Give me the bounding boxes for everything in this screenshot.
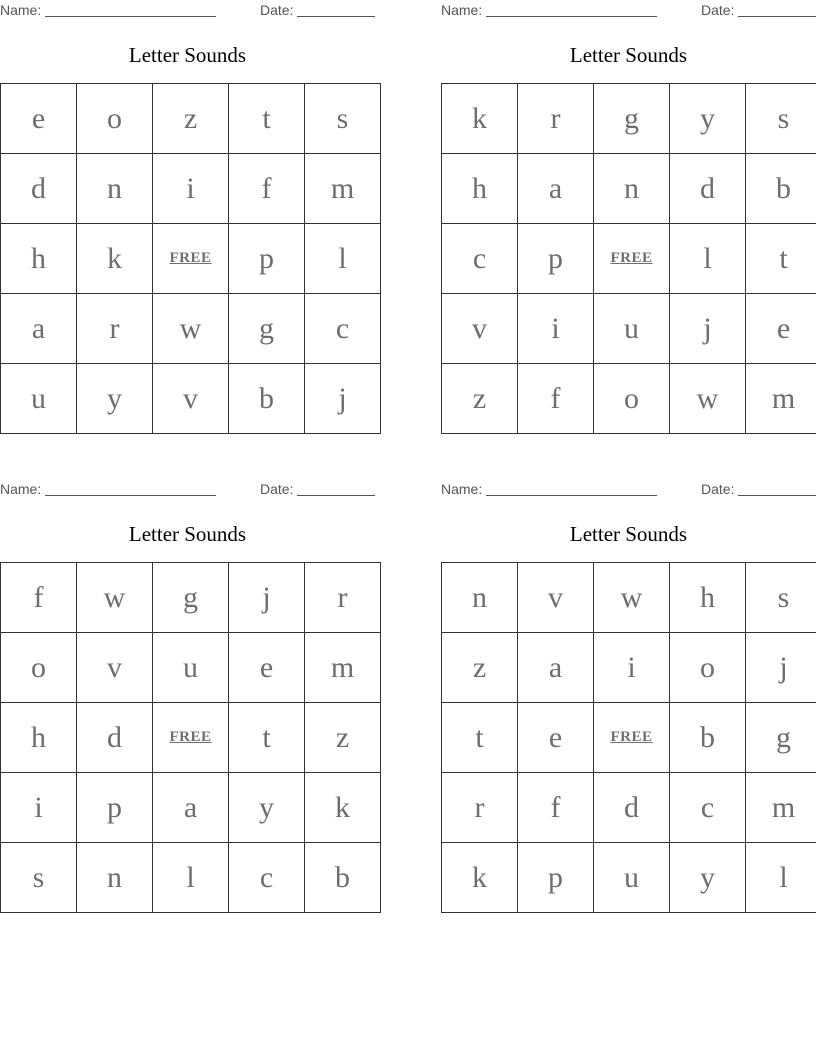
- letter-cell: r: [305, 563, 381, 633]
- letter-cell: e: [746, 294, 816, 364]
- date-blank-line: [738, 16, 816, 17]
- grid-row: [442, 84, 816, 154]
- letter-cell: d: [1, 154, 77, 224]
- letter-cell: k: [442, 84, 518, 154]
- letter-cell: f: [518, 364, 594, 434]
- letter-cell: m: [305, 633, 381, 703]
- grid-row: [442, 633, 816, 703]
- letter-cell: d: [594, 773, 670, 843]
- letter-cell: i: [518, 294, 594, 364]
- letter-cell: n: [77, 154, 153, 224]
- bingo-card: [441, 479, 816, 914]
- letter-cell: p: [77, 773, 153, 843]
- name-blank-line: [486, 495, 657, 496]
- letter-cell: s: [1, 843, 77, 913]
- letter-cell: i: [153, 154, 229, 224]
- letter-cell: n: [594, 154, 670, 224]
- letter-cell: c: [670, 773, 746, 843]
- letter-cell: a: [153, 773, 229, 843]
- letter-cell: r: [442, 773, 518, 843]
- grid-row: [1, 224, 381, 294]
- free-space-cell: FREE: [594, 703, 670, 773]
- letter-cell: p: [518, 843, 594, 913]
- letter-cell: u: [153, 633, 229, 703]
- letter-cell: j: [746, 633, 816, 703]
- grid-row: [1, 84, 381, 154]
- date-blank-line: [738, 495, 816, 496]
- letter-cell: g: [746, 703, 816, 773]
- letter-cell: f: [229, 154, 305, 224]
- grid-row: [1, 154, 381, 224]
- letter-cell: p: [229, 224, 305, 294]
- letter-cell: z: [305, 703, 381, 773]
- name-label: Name:: [0, 2, 42, 18]
- date-label: Date:: [260, 481, 294, 497]
- letter-cell: o: [77, 84, 153, 154]
- letter-cell: w: [77, 563, 153, 633]
- letter-cell: n: [442, 563, 518, 633]
- letter-cell: h: [670, 563, 746, 633]
- letter-cell: l: [153, 843, 229, 913]
- letter-cell: j: [670, 294, 746, 364]
- letter-cell: p: [518, 224, 594, 294]
- letter-cell: s: [305, 84, 381, 154]
- letter-cell: t: [229, 703, 305, 773]
- letter-cell: s: [746, 84, 816, 154]
- letter-cell: j: [305, 364, 381, 434]
- letter-cell: a: [518, 154, 594, 224]
- letter-cell: h: [442, 154, 518, 224]
- grid-row: [442, 563, 816, 633]
- grid-row: [442, 224, 816, 294]
- letter-cell: f: [1, 563, 77, 633]
- grid-row: [442, 773, 816, 843]
- letter-grid: [0, 83, 381, 434]
- letter-cell: k: [305, 773, 381, 843]
- bingo-card: [0, 479, 375, 914]
- grid-row: [442, 843, 816, 913]
- letter-cell: m: [746, 773, 816, 843]
- letter-cell: i: [594, 633, 670, 703]
- letter-cell: o: [1, 633, 77, 703]
- letter-cell: l: [670, 224, 746, 294]
- grid-row: [442, 703, 816, 773]
- free-space-cell: FREE: [594, 224, 670, 294]
- letter-cell: z: [442, 364, 518, 434]
- letter-cell: k: [442, 843, 518, 913]
- letter-cell: h: [1, 224, 77, 294]
- letter-cell: c: [229, 843, 305, 913]
- letter-cell: v: [442, 294, 518, 364]
- letter-cell: o: [670, 633, 746, 703]
- date-label: Date:: [701, 2, 735, 18]
- letter-cell: d: [77, 703, 153, 773]
- letter-cell: r: [77, 294, 153, 364]
- letter-cell: u: [1, 364, 77, 434]
- date-label: Date:: [701, 481, 735, 497]
- name-label: Name:: [441, 481, 483, 497]
- letter-grid: [0, 562, 381, 913]
- letter-grid: [441, 83, 816, 434]
- letter-cell: g: [229, 294, 305, 364]
- letter-grid: [441, 562, 816, 913]
- letter-cell: k: [77, 224, 153, 294]
- bingo-card: [441, 0, 816, 435]
- letter-cell: u: [594, 294, 670, 364]
- name-date-header: [0, 479, 375, 499]
- letter-cell: w: [670, 364, 746, 434]
- letter-cell: s: [746, 563, 816, 633]
- letter-cell: b: [229, 364, 305, 434]
- letter-cell: y: [670, 84, 746, 154]
- letter-cell: y: [670, 843, 746, 913]
- grid-row: [442, 154, 816, 224]
- letter-cell: t: [229, 84, 305, 154]
- grid-row: [1, 843, 381, 913]
- letter-cell: m: [305, 154, 381, 224]
- grid-row: [1, 633, 381, 703]
- letter-cell: e: [518, 703, 594, 773]
- letter-cell: b: [305, 843, 381, 913]
- free-space-cell: FREE: [153, 703, 229, 773]
- name-date-header: [0, 0, 375, 20]
- name-date-header: [441, 0, 816, 20]
- letter-cell: e: [1, 84, 77, 154]
- card-title: Letter Sounds: [569, 522, 688, 546]
- letter-cell: c: [305, 294, 381, 364]
- letter-cell: b: [746, 154, 816, 224]
- name-label: Name:: [0, 481, 42, 497]
- grid-row: [442, 294, 816, 364]
- letter-cell: l: [746, 843, 816, 913]
- letter-cell: a: [518, 633, 594, 703]
- letter-cell: z: [153, 84, 229, 154]
- name-blank-line: [45, 16, 216, 17]
- letter-cell: w: [594, 563, 670, 633]
- letter-cell: j: [229, 563, 305, 633]
- letter-cell: g: [594, 84, 670, 154]
- letter-cell: n: [77, 843, 153, 913]
- letter-cell: t: [746, 224, 816, 294]
- letter-cell: a: [1, 294, 77, 364]
- date-blank-line: [297, 495, 375, 496]
- letter-cell: g: [153, 563, 229, 633]
- letter-cell: o: [594, 364, 670, 434]
- name-label: Name:: [441, 2, 483, 18]
- letter-cell: y: [229, 773, 305, 843]
- letter-cell: v: [153, 364, 229, 434]
- name-blank-line: [45, 495, 216, 496]
- grid-row: [1, 364, 381, 434]
- card-title: Letter Sounds: [128, 522, 247, 546]
- bingo-card: [0, 0, 375, 435]
- letter-cell: b: [670, 703, 746, 773]
- letter-cell: c: [442, 224, 518, 294]
- letter-cell: v: [77, 633, 153, 703]
- letter-cell: i: [1, 773, 77, 843]
- letter-cell: r: [518, 84, 594, 154]
- card-title: Letter Sounds: [128, 43, 247, 67]
- letter-cell: y: [77, 364, 153, 434]
- name-blank-line: [486, 16, 657, 17]
- grid-row: [1, 773, 381, 843]
- letter-cell: f: [518, 773, 594, 843]
- free-space-cell: FREE: [153, 224, 229, 294]
- letter-cell: m: [746, 364, 816, 434]
- letter-cell: z: [442, 633, 518, 703]
- letter-cell: l: [305, 224, 381, 294]
- letter-cell: h: [1, 703, 77, 773]
- date-blank-line: [297, 16, 375, 17]
- grid-row: [442, 364, 816, 434]
- grid-row: [1, 703, 381, 773]
- letter-cell: t: [442, 703, 518, 773]
- grid-row: [1, 563, 381, 633]
- letter-cell: e: [229, 633, 305, 703]
- letter-cell: w: [153, 294, 229, 364]
- letter-cell: v: [518, 563, 594, 633]
- letter-cell: u: [594, 843, 670, 913]
- date-label: Date:: [260, 2, 294, 18]
- name-date-header: [441, 479, 816, 499]
- grid-row: [1, 294, 381, 364]
- letter-cell: d: [670, 154, 746, 224]
- card-title: Letter Sounds: [569, 43, 688, 67]
